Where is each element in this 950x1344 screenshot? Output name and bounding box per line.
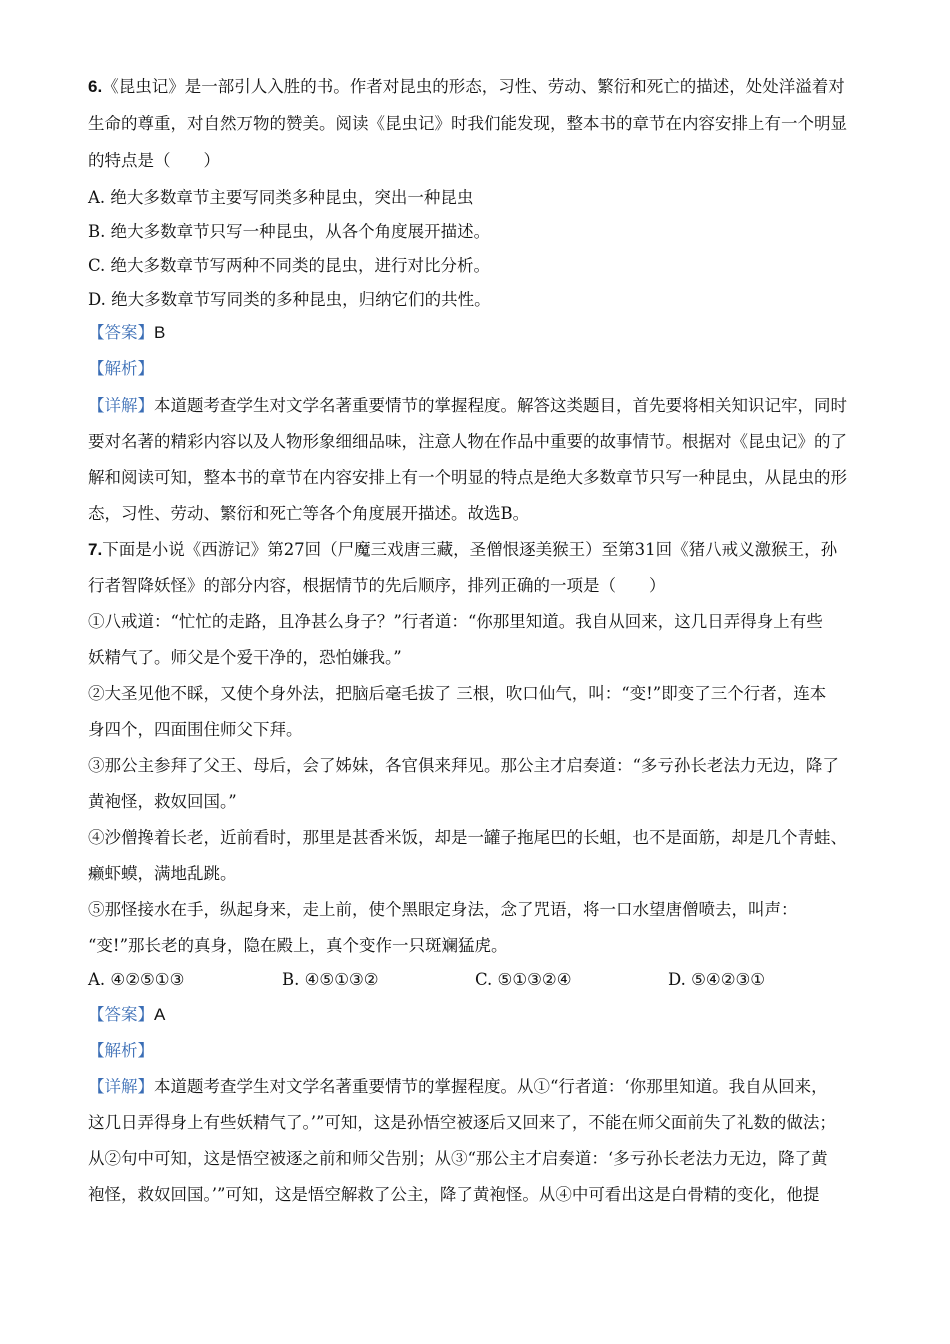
q6-answer-tag: 【答案】 (88, 323, 154, 342)
q6-number: 6. (88, 77, 103, 96)
q7-detail-tag: 【详解】 (88, 1077, 154, 1096)
q6-detail-line-2: 要对名著的精彩内容以及人物形象细细品味，注意人物在作品中重要的故事情节。根据对《昆虫记》的了 (88, 432, 847, 451)
q7-passage-2-line-1: ②大圣见他不睬，又使个身外法，把脑后毫毛拔了 三根，吹口仙气，叫：“变!”即变了三个行者，连本 (88, 684, 827, 703)
q7-answer-tag: 【答案】 (88, 1005, 154, 1024)
q7-stem-line-1: 7.下面是小说《西游记》第27回（尸魔三戏唐三藏，圣僧恨逐美猴王）至第31回《猪八戒义激猴王，孙 (88, 540, 838, 559)
q6-answer-value: B (154, 323, 166, 342)
q7-passage-4-line-2: 癞虾蟆，满地乱跳。 (88, 864, 237, 883)
q7-passage-1-line-2: 妖精气了。师父是个爱干净的，恐怕嫌我。” (88, 648, 402, 667)
q7-answer-value: A (154, 1005, 166, 1024)
q7-option-d: D. ⑤④②③① (668, 970, 766, 989)
q7-passage-4-line-1: ④沙僧搀着长老，近前看时，那里是甚香米饭，却是一罐子拖尾巴的长蛆，也不是面筋，却是几个青蛙、 (88, 828, 847, 847)
q7-passage-5-line-1: ⑤那怪接水在手，纵起身来，走上前，使个黑眼定身法，念了咒语，将一口水望唐僧喷去，叫声： (88, 900, 798, 919)
q6-stem-line-2: 生命的尊重，对自然万物的赞美。阅读《昆虫记》时我们能发现，整本书的章节在内容安排上有一个明显 (88, 114, 847, 133)
q6-detail-line-4: 态，习性、劳动、繁衍和死亡等各个角度展开描述。故选B。 (88, 504, 530, 523)
q6-analysis-tag: 【解析】 (88, 359, 154, 378)
q6-detail-line-1: 【详解】本道题考查学生对文学名著重要情节的掌握程度。解答这类题目，首先要将相关知识记牢，同时 (88, 396, 847, 415)
q6-answer (88, 322, 165, 344)
q7-stem-line-2: 行者智降妖怪》的部分内容，根据情节的先后顺序，排列正确的一项是（ ） (88, 576, 666, 595)
q7-analysis-tag: 【解析】 (88, 1041, 154, 1060)
q7-answer (88, 1004, 165, 1026)
q6-stem-line-3: 的特点是（ ） (88, 151, 220, 170)
q7-detail-line-1: 【详解】本道题考查学生对文学名著重要情节的掌握程度。从①“行者道：‘你那里知道。我自从回来， (88, 1077, 828, 1096)
q6-detail-line-3: 解和阅读可知，整本书的章节在内容安排上有一个明显的特点是绝大多数章节只写一种昆虫，从昆虫的形 (88, 468, 847, 487)
q7-passage-5-line-2: “变!”那长老的真身，隐在殿上，真个变作一只斑斓猛虎。 (88, 936, 508, 955)
q7-detail-line-4: 袍怪，救奴回国。’”可知，这是悟空解救了公主，降了黄袍怪。从④中可看出这是白骨精的变化，他提 (88, 1185, 820, 1204)
q7-passage-3-line-1: ③那公主参拜了父王、母后，会了姊妹，各官俱来拜见。那公主才启奏道：“多亏孙长老法力无边，降了 (88, 756, 839, 775)
q7-detail-line-2: 这几日弄得身上有些妖精气了。’”可知，这是孙悟空被逐后又回来了，不能在师父面前失了礼数的做法； (88, 1113, 836, 1132)
q7-passage-3-line-2: 黄袍怪，救奴回国。” (88, 792, 237, 811)
q7-number: 7. (88, 540, 103, 559)
q6-option-a: A. 绝大多数章节主要写同类多种昆虫，突出一种昆虫 (88, 188, 474, 207)
q7-option-a: A. ④②⑤①③ (88, 970, 185, 989)
q6-option-d: D. 绝大多数章节写同类的多种昆虫，归纳它们的共性。 (88, 290, 491, 309)
q7-passage-1-line-1: ①八戒道：“忙忙的走路，且净甚么身子？”行者道：“你那里知道。我自从回来，这几日弄得身上有些 (88, 612, 823, 631)
q6-detail-tag: 【详解】 (88, 396, 154, 415)
q6-stem-line-1: 6.《昆虫记》是一部引人入胜的书。作者对昆虫的形态，习性、劳动、繁衍和死亡的描述，处处洋溢着对 (88, 77, 845, 96)
q7-detail-line-3: 从②句中可知，这是悟空被逐之前和师父告别；从③“那公主才启奏道：‘多亏孙长老法力无边，降了黄 (88, 1149, 828, 1168)
q7-option-b: B. ④⑤①③② (282, 970, 379, 989)
q7-option-c: C. ⑤①③②④ (475, 970, 572, 989)
q6-option-b: B. 绝大多数章节只写一种昆虫，从各个角度展开描述。 (88, 222, 491, 241)
q7-passage-2-line-2: 身四个，四面围住师父下拜。 (88, 720, 303, 739)
q6-option-c: C. 绝大多数章节写两种不同类的昆虫，进行对比分析。 (88, 256, 491, 275)
